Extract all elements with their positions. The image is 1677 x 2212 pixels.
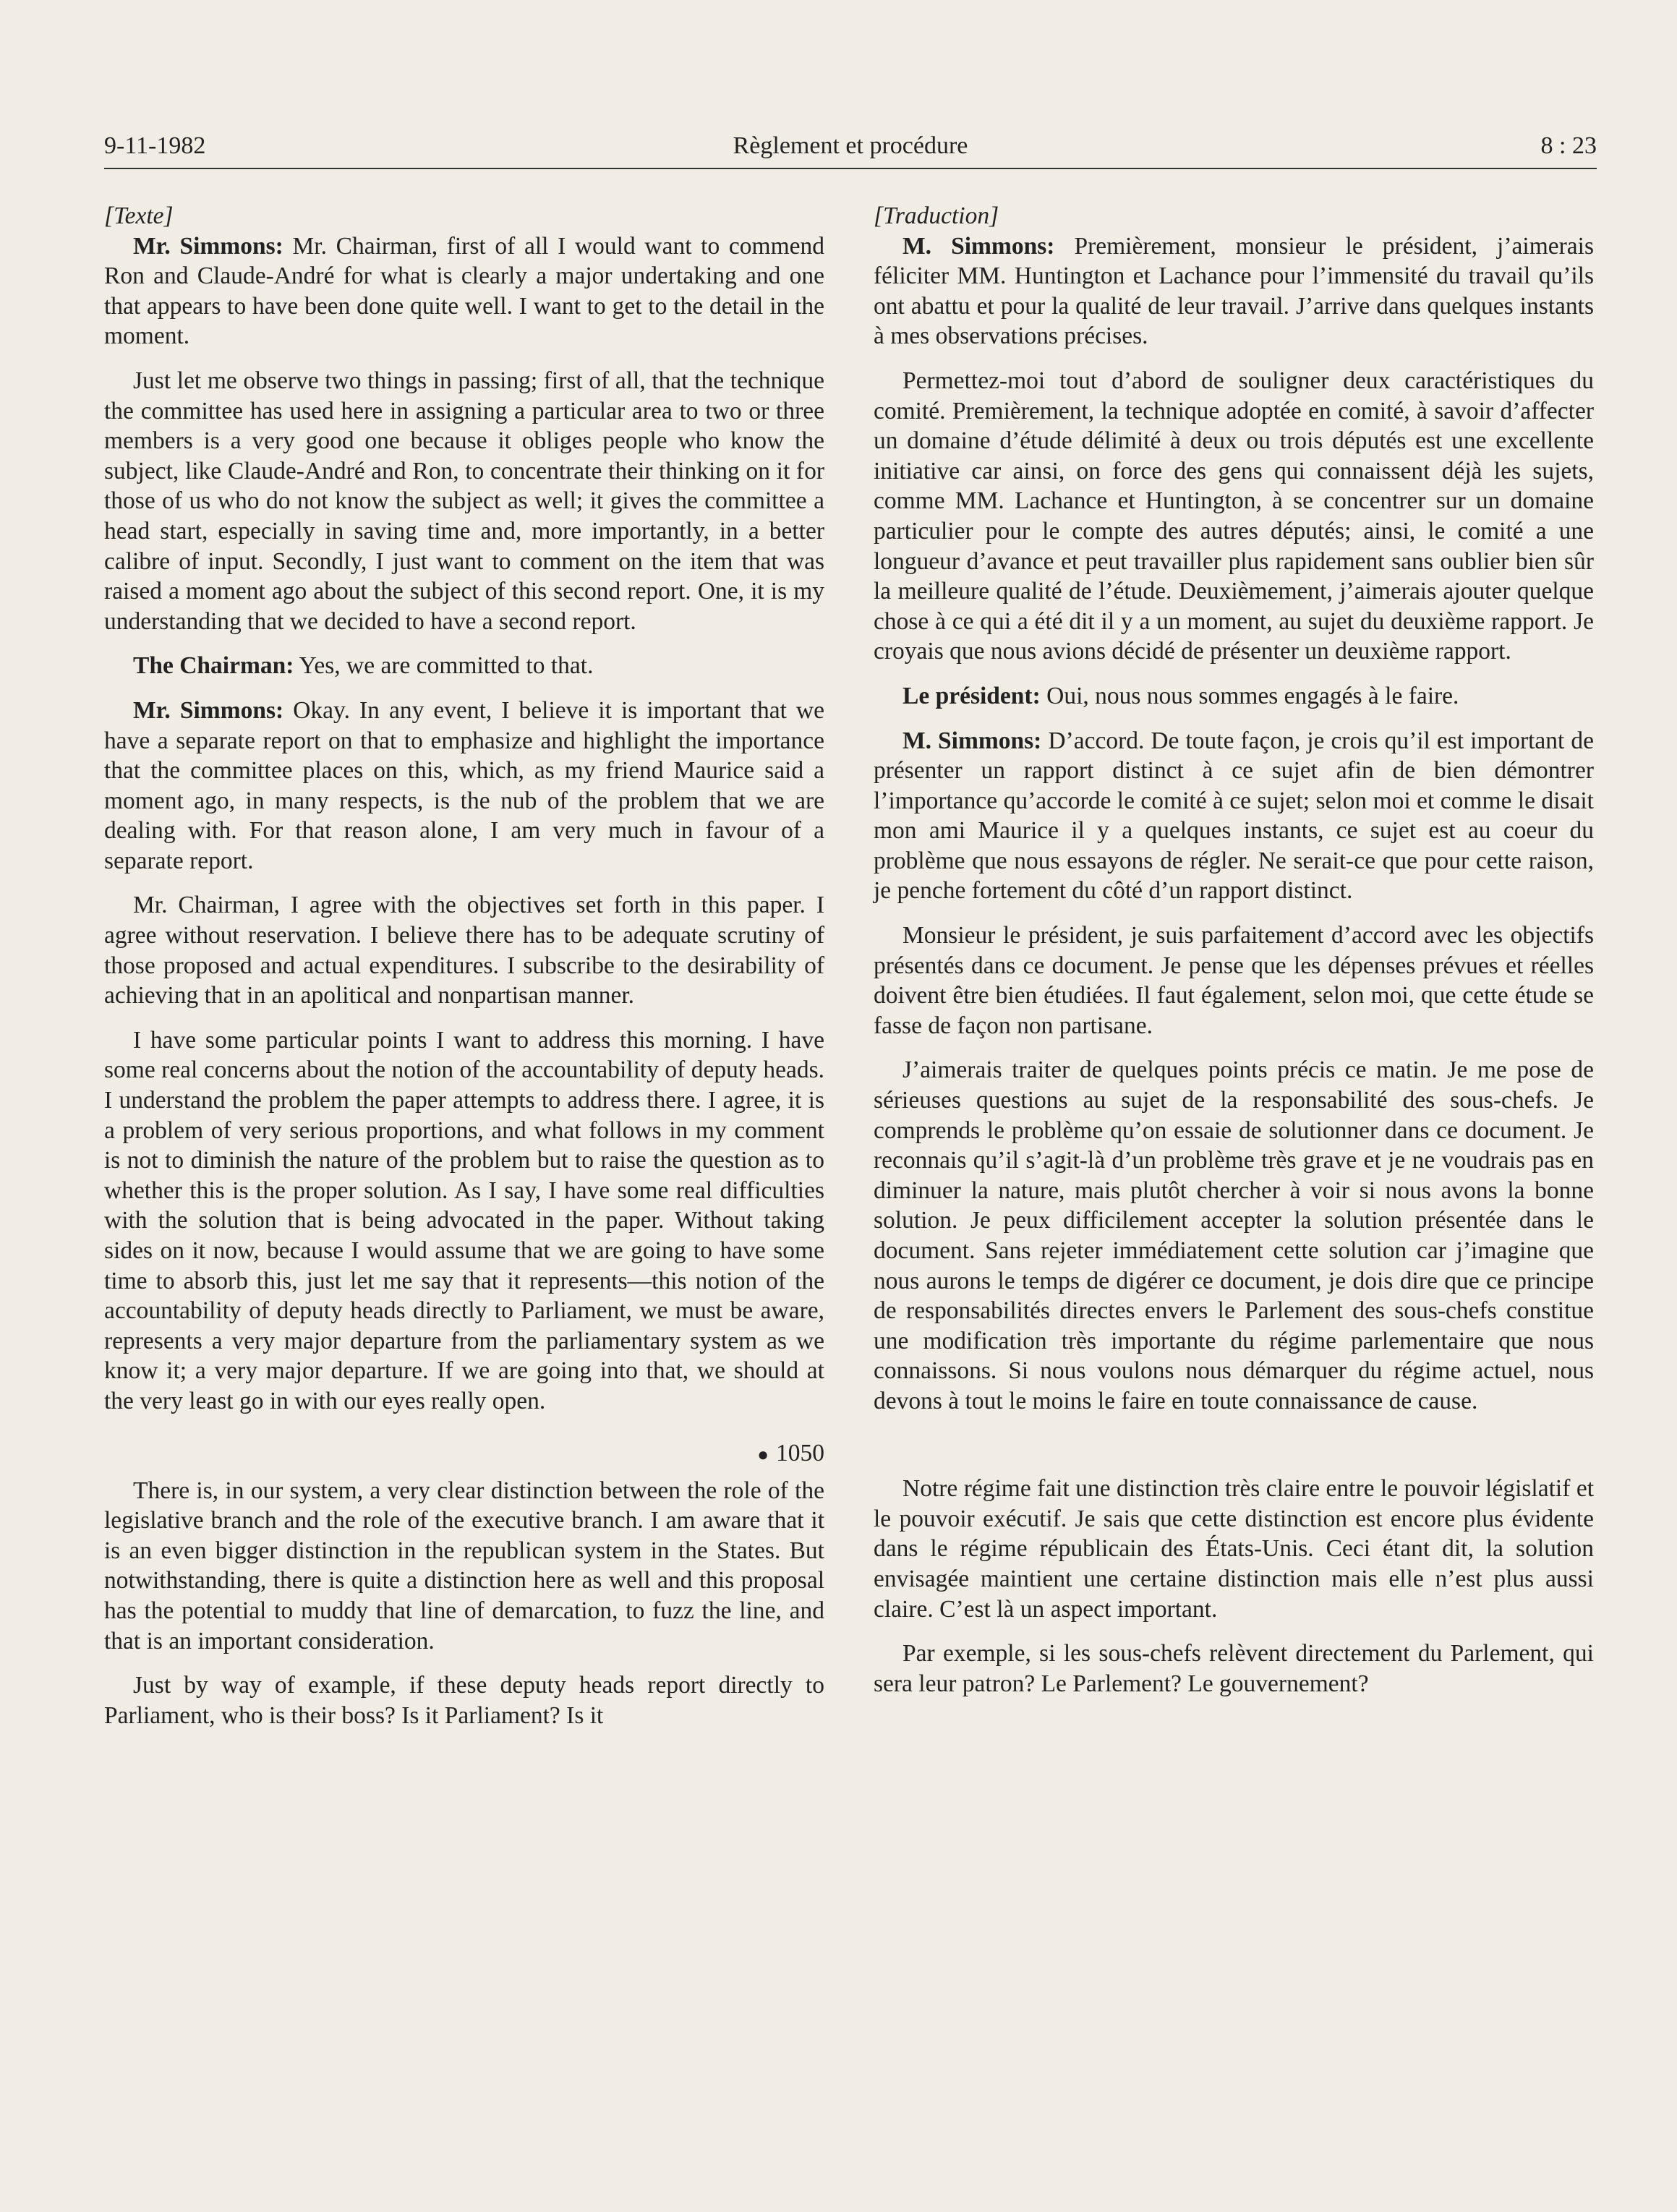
paragraph-text: Monsieur le président, je suis parfaitement d’accord avec les objectifs présentés dans ce document. Je pense que les dépenses prévues et réelles doivent être bien étudiées. Il faut également, selon moi, que cette étude se fasse de façon non partisane. [874, 922, 1594, 1039]
paragraph-text: Premièrement, monsieur le président, j’aimerais féliciter MM. Huntington et Lachance pour l’immensité du travail qu’ils ont abattu et pour la qualité de leur travail. J’arrive dans quelques instants à mes observations précises. [874, 232, 1594, 350]
bullet-icon: ● [757, 1444, 769, 1466]
english-paragraph [104, 231, 824, 351]
english-paragraph [104, 1025, 824, 1417]
english-paragraph [104, 696, 824, 876]
paragraph-text: Mr. Chairman, I agree with the objectives set forth in this paper. I agree without reservation. I believe there has to be adequate scrutiny of those proposed and actual expenditures. I subscribe to the desirability of achieving that in an apolitical and nonpartisan manner. [104, 892, 824, 1009]
header-page-number: 8 : 23 [1540, 132, 1597, 159]
speaker-name: Mr. Simmons: [133, 696, 284, 724]
paragraph-text: I have some particular points I want to address this morning. I have some real concerns about the notion of the accountability of deputy heads. I understand the problem the paper attempts to address there. I agree, it is a problem of very serious proportions, and what follows in my comment is not to diminish the nature of the problem but to raise the question as to whether this is the proper solution. As I say, I have some real difficulties with the solution that is being advocated in the paper. Without taking sides on it now, because I would assume that we are going to have some time to absorb this, just let me say that it represents—this notion of the accountability of deputy heads directly to Parliament, we must be aware, represents a very major departure from the parliamentary system as we know it; a very major departure. If we are going into that, we should at the very least go in with our eyes really open. [104, 1026, 824, 1414]
paragraph-text: Okay. In any event, I believe it is important that we have a separate report on that to emphasize and highlight the importance that the committee places on this, which, as my friend Maurice said a moment ago, in many respects, is the nub of the problem that we are dealing with. For that reason alone, I am very much in favour of a separate report. [104, 696, 824, 874]
timestamp [104, 1438, 824, 1470]
french-paragraph [874, 231, 1594, 351]
paragraph-text: Just let me observe two things in passing; first of all, that the technique the committee has used here in assigning a particular area to two or three members is a very good one because it obliges people who know the subject, like Claude-André and Ron, to concentrate their thinking on it for those of us who do not know the subject as well; it gives the committee a head start, especially in saving time and, more importantly, in a better calibre of input. Secondly, I just want to comment on the item that was raised a moment ago about the subject of this second report. One, it is my understanding that we decided to have a second report. [104, 367, 824, 635]
french-column [874, 201, 1594, 1713]
english-paragraph [104, 1476, 824, 1657]
french-paragraph [874, 1474, 1594, 1624]
french-paragraph [874, 726, 1594, 907]
french-paragraph [874, 366, 1594, 667]
speaker-name: M. Simmons: [902, 232, 1055, 260]
paragraph-text: Oui, nous nous sommes engagés à le faire. [1040, 682, 1459, 709]
english-paragraph [104, 651, 824, 681]
header-title: Règlement et procédure [733, 132, 968, 159]
english-column [104, 201, 824, 1745]
english-paragraph [104, 890, 824, 1010]
english-paragraph [104, 1670, 824, 1730]
paragraph-text: Par exemple, si les sous-chefs relèvent directement du Parlement, qui sera leur patron? Le Parlement? Le gouvernement? [874, 1640, 1594, 1697]
speaker-name: Le président: [902, 682, 1041, 709]
paragraph-text: There is, in our system, a very clear distinction between the role of the legislative branch and the role of the executive branch. I am aware that it is an even bigger distinction in the republican system in the States. But notwithstanding, there is quite a distinction here as well and this proposal has the potential to muddy that line of demarcation, to fuzz the line, and that is an important consideration. [104, 1477, 824, 1654]
paragraph-text: Mr. Chairman, first of all I would want to commend Ron and Claude-André for what is clearly a major undertaking and one that appears to have been done quite well. I want to get to the detail in the moment. [104, 232, 824, 350]
paragraph-text: J’aimerais traiter de quelques points précis ce matin. Je me pose de sérieuses questions au sujet de la responsabilité des sous-chefs. Je comprends le problème qu’on essaie de solutionner dans ce document. Je reconnais qu’il s’agit-là d’un problème très grave et je ne voudrais pas en diminuer la nature, mais plutôt chercher à voir si nous avons la bonne solution. Je peux difficilement accepter la solution présentée dans le document. Sans rejeter immédiatement cette solution car j’imagine que nous aurons le temps de digérer ce document, je dois dire que ce principe de responsabilités directes envers le Parlement des sous-chefs constitue une modification très importante du régime parlementaire que nous connaissons. Si nous voulons nous démarquer du régime actuel, nous devons à tout le moins le faire en toute connaissance de cause. [874, 1056, 1594, 1414]
speaker-name: Mr. Simmons: [133, 232, 283, 260]
header-rule [104, 168, 1597, 169]
english-paragraph [104, 366, 824, 636]
paragraph-text: D’accord. De toute façon, je crois qu’il est important de présenter un rapport distinct à ce sujet afin de bien démontrer l’importance qu’accorde le comité à ce sujet; selon moi et comme le disait mon ami Maurice il y a quelques instants, ce sujet est au coeur du problème que nous essayons de régler. Ne serait-ce que pour cette raison, je penche fortement du côté d’un rapport distinct. [874, 727, 1594, 905]
paragraph-text: Yes, we are committed to that. [294, 652, 594, 680]
speaker-name: The Chairman: [133, 652, 294, 680]
french-tag: [Traduction] [874, 202, 999, 229]
paragraph-text: Permettez-moi tout d’abord de souligner deux caractéristiques du comité. Premièrement, la technique adoptée en comité, à savoir d’affecter un domaine d’étude délimité à deux ou trois députés est une excellente initiative car ainsi, on force des gens qui connaissent déjà les sujets, comme MM. Lachance et Huntington, à se concentrer sur un domaine particulier pour le compte des autres députés; ainsi, le comité a une longueur d’avance et peut travailler plus rapidement sans oublier bien sûr la meilleure qualité de l’étude. Deuxièmement, j’aimerais ajouter quelque chose à ce qui a été dit il y a un moment, au sujet du deuxième rapport. Je croyais que nous avions décidé de présenter un deuxième rapport. [874, 367, 1594, 665]
timestamp-value: 1050 [776, 1439, 824, 1466]
english-tag: [Texte] [104, 202, 174, 229]
french-paragraph [874, 921, 1594, 1041]
speaker-name: M. Simmons: [902, 727, 1042, 754]
french-paragraph [874, 1639, 1594, 1699]
running-head [104, 124, 1597, 168]
french-paragraph [874, 681, 1594, 712]
paragraph-text: Notre régime fait une distinction très claire entre le pouvoir législatif et le pouvoir exécutif. Je sais que cette distinction est encore plus évidente dans le régime républicain des États-Unis. Ceci étant dit, la solution envisagée maintient une certaine distinction mais elle n’est plus aussi claire. C’est là un aspect important. [874, 1475, 1594, 1623]
paragraph-text: Just by way of example, if these deputy heads report directly to Parliament, who is their boss? Is it Parliament? Is it [104, 1672, 824, 1729]
header-date: 9-11-1982 [104, 132, 206, 159]
french-paragraph [874, 1055, 1594, 1416]
